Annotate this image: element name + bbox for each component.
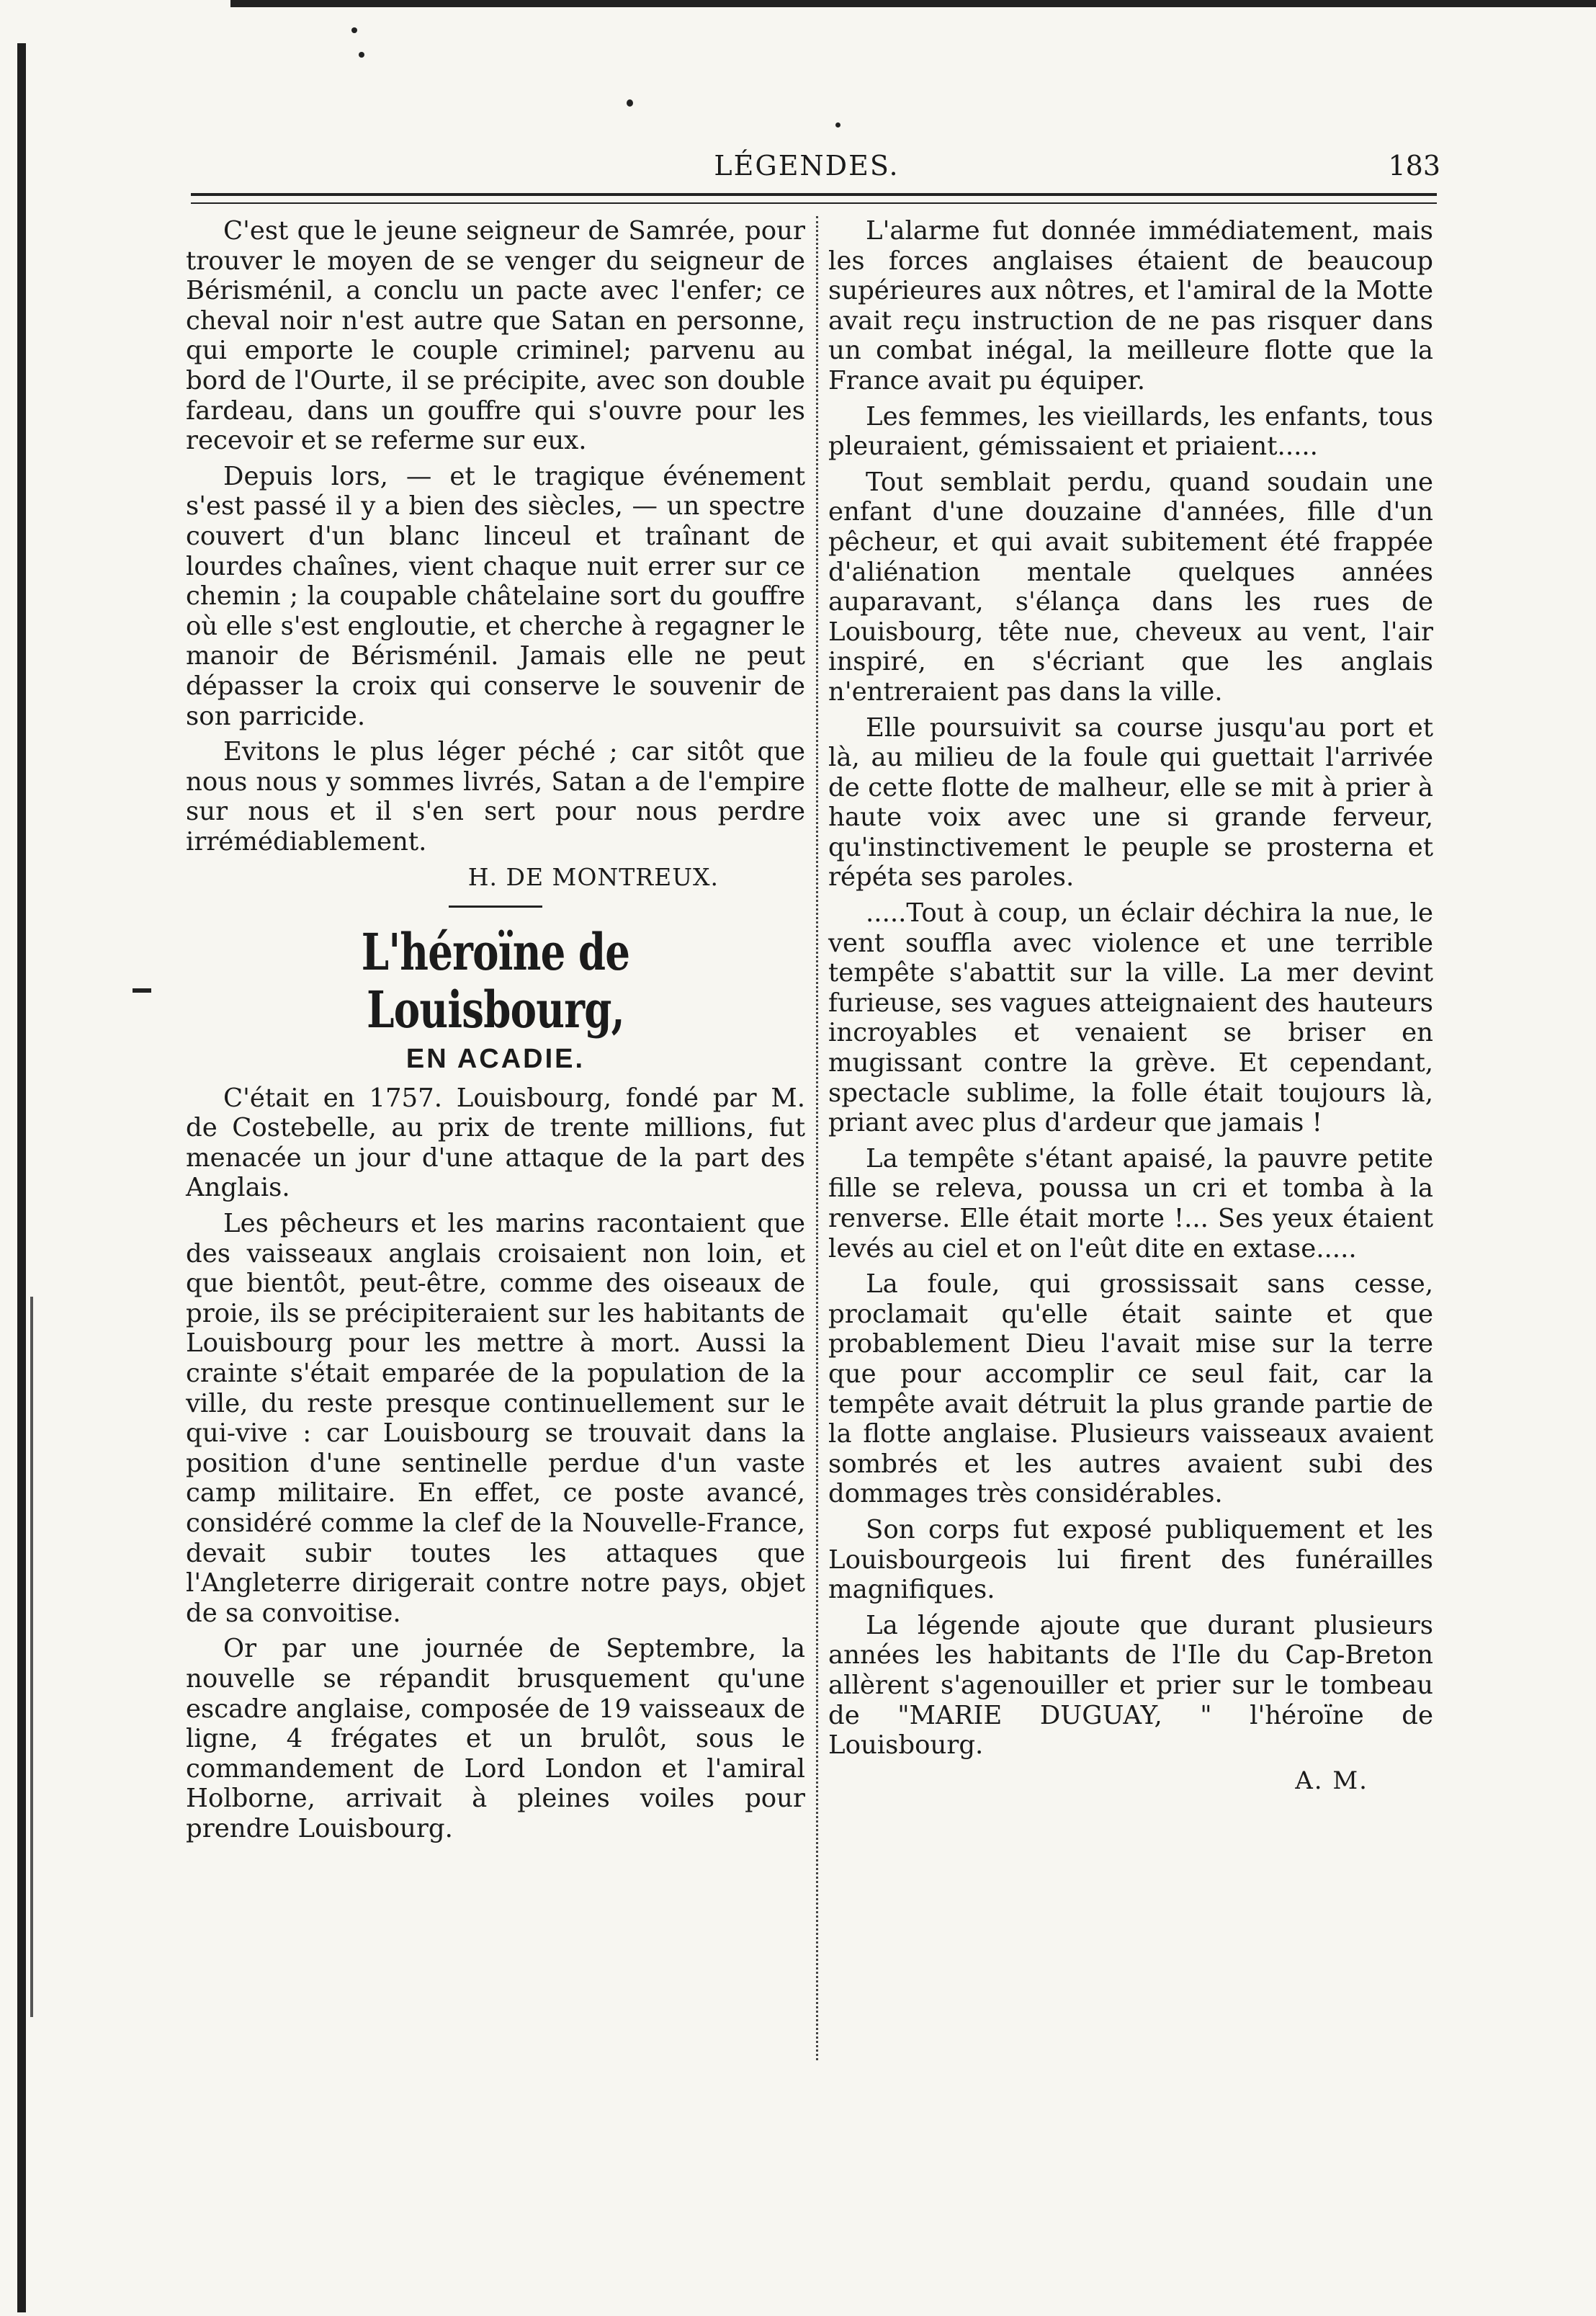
paragraph: Or par une journée de Septembre, la nouvelle se répandit brusquement qu'une escadre anglaise, composée de 19 vaisseaux de ligne, 4 frégates et un brulôt, sous le commandement de Lord London et l'amiral Holborne, arrivait à pleines voiles pour prendre Louisbourg.	[186, 1634, 805, 1843]
paragraph: La tempête s'étant apaisé, la pauvre petite fille se releva, poussa un cri et tomba à la renverse. Elle était morte !... Ses yeux étaient levés au ciel et on l'eût dite en extase.....	[828, 1143, 1433, 1264]
paragraph: Tout semblait perdu, quand soudain une enfant d'une douzaine d'années, fille d'un pêcheur, et qui avait subitement été frappée d'aliénation mentale quelques années auparavant, s'élança dans les rues de Louisbourg, tête nue, cheveux au vent, l'air inspiré, en s'écriant que les anglais n'entreraient pas dans la ville.	[828, 467, 1433, 707]
paragraph: C'était en 1757. Louisbourg, fondé par M. de Costebelle, au prix de trente millions, fut menacée un jour d'une attaque de la part des Anglais.	[186, 1083, 805, 1203]
paragraph: Son corps fut exposé publiquement et les Louisbourgeois lui firent des funérailles magnifiques.	[828, 1514, 1433, 1605]
paragraph: Les pêcheurs et les marins racontaient que des vaisseaux anglais croisaient non loin, et que bientôt, peut-être, comme des oiseaux de proie, ils se précipiteraient sur les habitants de Louisbourg pour les mettre à mort. Aussi la crainte s'était emparée de la population de la ville, du reste presque continuellement sur le qui-vive : car Louisbourg se trouvait dans la position d'une sentinelle perdue d'un vaste camp militaire. En effet, ce poste avancé, considéré comme la clef de la Nouvelle-France, devait subir toutes les attaques que l'Angleterre dirigerait contre notre pays, objet de sa convoitise.	[186, 1209, 805, 1628]
paragraph: C'est que le jeune seigneur de Samrée, pour trouver le moyen de se venger du seigneur de Bérisménil, a conclu un pacte avec l'enfer; ce cheval noir n'est autre que Satan en personne, qui emporte le couple criminel; parvenu au bord de l'Ourte, il se précipite, avec son double fardeau, dans un gouffre qui s'ouvre pour les recevoir et se referme sur eux.	[186, 216, 805, 456]
article-title: L'héroïne de Louisbourg,	[361, 922, 630, 1040]
author-signature: H. DE MONTREUX.	[467, 863, 719, 892]
print-speck	[627, 99, 633, 107]
paragraph: .....Tout à coup, un éclair déchira la nue, le vent souffla avec violence et une terrible tempête s'abattit sur la ville. La mer devint furieuse, ses vagues atteignaient des hauteurs incroyables et venaient se briser en mugissant contre la grève. Et cependant, spectacle sublime, la folle était toujours là, priant avec plus d'ardeur que jamais !	[828, 898, 1433, 1138]
print-speck	[351, 27, 357, 33]
page-binding-edge	[17, 43, 26, 2312]
print-speck	[359, 52, 364, 58]
paragraph: Evitons le plus léger péché ; car sitôt que nous nous y sommes livrés, Satan a de l'empire sur nous et il s'en sert pour nous perdre irrémédiablement.	[186, 737, 805, 857]
running-head: LÉGENDES.	[714, 150, 900, 182]
page-binding-shadow	[30, 1297, 33, 2017]
top-border-rule	[230, 0, 1596, 7]
paragraph: Elle poursuivit sa course jusqu'au port et là, au milieu de la foule qui guettait l'arrivée de cette flotte de malheur, elle se mit à prier à haute voix avec une si grande ferveur, qu'instinctivement le peuple se prosterna et répéta ses paroles.	[828, 712, 1433, 893]
header-double-rule	[191, 193, 1437, 204]
paragraph: La foule, qui grossissait sans cesse, proclamait qu'elle était sainte et que probablement Dieu l'avait mise sur la terre que pour accomplir ce seul fait, car la tempête avait détruit la plus grande partie de la flotte anglaise. Plusieurs vaisseaux avaient sombrés et les autres avaient subi des dommages très considérables.	[828, 1269, 1433, 1509]
page-number: 183	[1388, 150, 1440, 182]
paragraph: Les femmes, les vieillards, les enfants, tous pleuraient, gémissaient et priaient.....	[828, 401, 1433, 462]
section-divider	[449, 906, 542, 908]
paragraph: La légende ajoute que durant plusieurs années les habitants de l'Ile du Cap-Breton allèrent s'agenouiller et prier sur le tombeau de "MARIE DUGUAY, " l'héroïne de Louisbourg.	[828, 1610, 1433, 1761]
paragraph: Depuis lors, — et le tragique événement s'est passé il y a bien des siècles, — un spectre couvert d'un blanc linceul et traînant de lourdes chaînes, vient chaque nuit errer sur ce chemin ; la coupable châtelaine sort du gouffre où elle s'est engloutie, et cherche à regagner le manoir de Bérisménil. Jamais elle ne peut dépasser la croix qui conserve le souvenir de son parricide.	[186, 461, 805, 731]
print-speck	[835, 122, 840, 128]
article-subtitle: EN ACADIE.	[405, 1044, 586, 1075]
right-column	[828, 216, 1433, 1796]
left-column	[186, 216, 805, 1850]
paragraph: L'alarme fut donnée immédiatement, mais les forces anglaises étaient de beaucoup supérieures aux nôtres, et l'amiral de la Motte avait reçu instruction de ne pas risquer dans un combat inégal, la meilleure flotte que la France avait pu équiper.	[828, 216, 1433, 395]
margin-mark	[133, 988, 151, 993]
column-divider	[816, 216, 818, 2060]
author-signature: A. M.	[1295, 1766, 1368, 1795]
